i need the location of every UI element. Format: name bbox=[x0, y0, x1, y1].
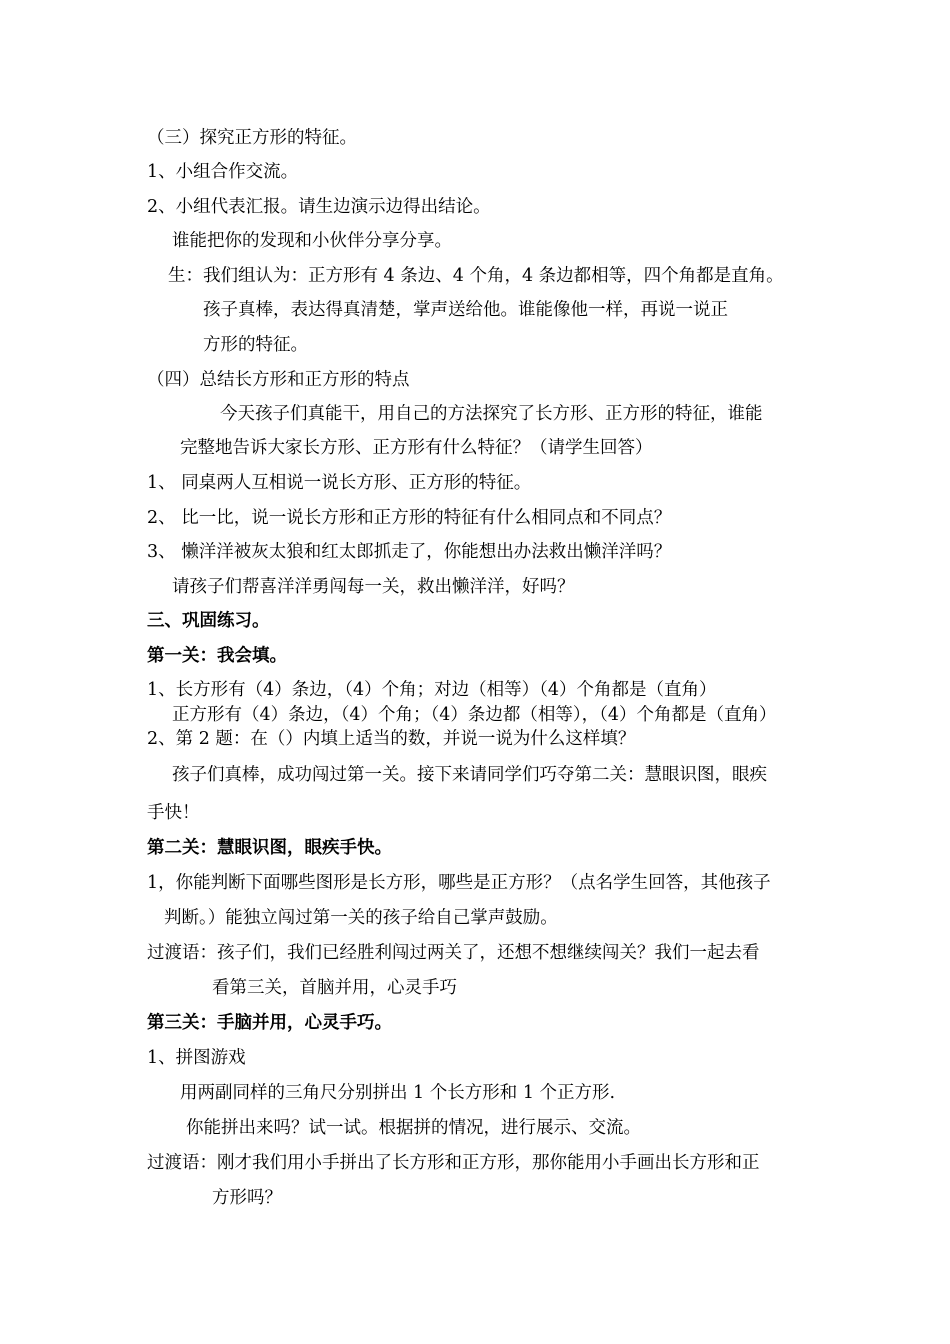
section-heading: （四）总结长方形和正方形的特点 bbox=[147, 370, 410, 390]
paragraph-line: 完整地告诉大家长方形、正方形有什么特征？（请学生回答） bbox=[180, 438, 653, 458]
list-item: 1、拼图游戏 bbox=[147, 1048, 246, 1068]
paragraph-line: 正方形有（4）条边，（4）个角；（4）条边都（相等），（4）个角都是（直角） bbox=[172, 705, 777, 725]
paragraph-line: 生：我们组认为：正方形有 4 条边、4 个角，4 条边都相等，四个角都是直角。 bbox=[168, 266, 784, 286]
paragraph-line: 方形的特征。 bbox=[203, 335, 308, 355]
paragraph-line: 1、小组合作交流。 bbox=[147, 162, 299, 182]
list-item: 2、第 2 题：在（）内填上适当的数，并说一说为什么这样填？ bbox=[147, 729, 636, 749]
paragraph-line: 孩子真棒，表达得真清楚，掌声送给他。谁能像他一样，再说一说正 bbox=[203, 300, 728, 320]
section-heading: （三）探究正方形的特征。 bbox=[147, 128, 357, 148]
paragraph-line: 谁能把你的发现和小伙伴分享分享。 bbox=[172, 231, 452, 251]
list-item: 1、 同桌两人互相说一说长方形、正方形的特征。 bbox=[147, 473, 532, 493]
paragraph-line: 看第三关，首脑并用，心灵手巧 bbox=[212, 978, 457, 998]
level-heading: 第二关：慧眼识图，眼疾手快。 bbox=[147, 838, 392, 858]
paragraph-line: 2、小组代表汇报。请生边演示边得出结论。 bbox=[147, 197, 491, 217]
list-item: 2、 比一比，说一说长方形和正方形的特征有什么相同点和不同点？ bbox=[147, 508, 672, 528]
paragraph-line: 孩子们真棒，成功闯过第一关。接下来请同学们巧夺第二关：慧眼识图，眼疾 bbox=[172, 765, 767, 785]
paragraph-line: 过渡语：孩子们，我们已经胜利闯过两关了，还想不想继续闯关？我们一起去看 bbox=[147, 943, 760, 963]
paragraph-line: 你能拼出来吗？试一试。根据拼的情况，进行展示、交流。 bbox=[186, 1118, 641, 1138]
level-heading: 第三关：手脑并用，心灵手巧。 bbox=[147, 1013, 392, 1033]
list-item: 3、 懒洋洋被灰太狼和红太郎抓走了，你能想出办法救出懒洋洋吗？ bbox=[147, 542, 672, 562]
list-item: 1，你能判断下面哪些图形是长方形，哪些是正方形？（点名学生回答，其他孩子 bbox=[147, 873, 771, 893]
paragraph-line: 用两副同样的三角尺分别拼出 1 个长方形和 1 个正方形. bbox=[180, 1083, 616, 1103]
paragraph-line: 方形吗？ bbox=[212, 1188, 282, 1208]
section-heading: 三、巩固练习。 bbox=[147, 611, 270, 631]
paragraph-line: 请孩子们帮喜洋洋勇闯每一关，救出懒洋洋，好吗？ bbox=[172, 577, 575, 597]
level-heading: 第一关：我会填。 bbox=[147, 646, 287, 666]
paragraph-line: 过渡语：刚才我们用小手拼出了长方形和正方形，那你能用小手画出长方形和正 bbox=[147, 1153, 760, 1173]
paragraph-line: 今天孩子们真能干，用自己的方法探究了长方形、正方形的特征，谁能 bbox=[220, 404, 763, 424]
paragraph-line: 手快！ bbox=[147, 803, 200, 823]
list-item: 1、长方形有（4）条边，（4）个角；对边（相等）（4）个角都是（直角） bbox=[147, 680, 717, 700]
paragraph-line: 判断。）能独立闯过第一关的孩子给自己掌声鼓励。 bbox=[164, 908, 558, 928]
